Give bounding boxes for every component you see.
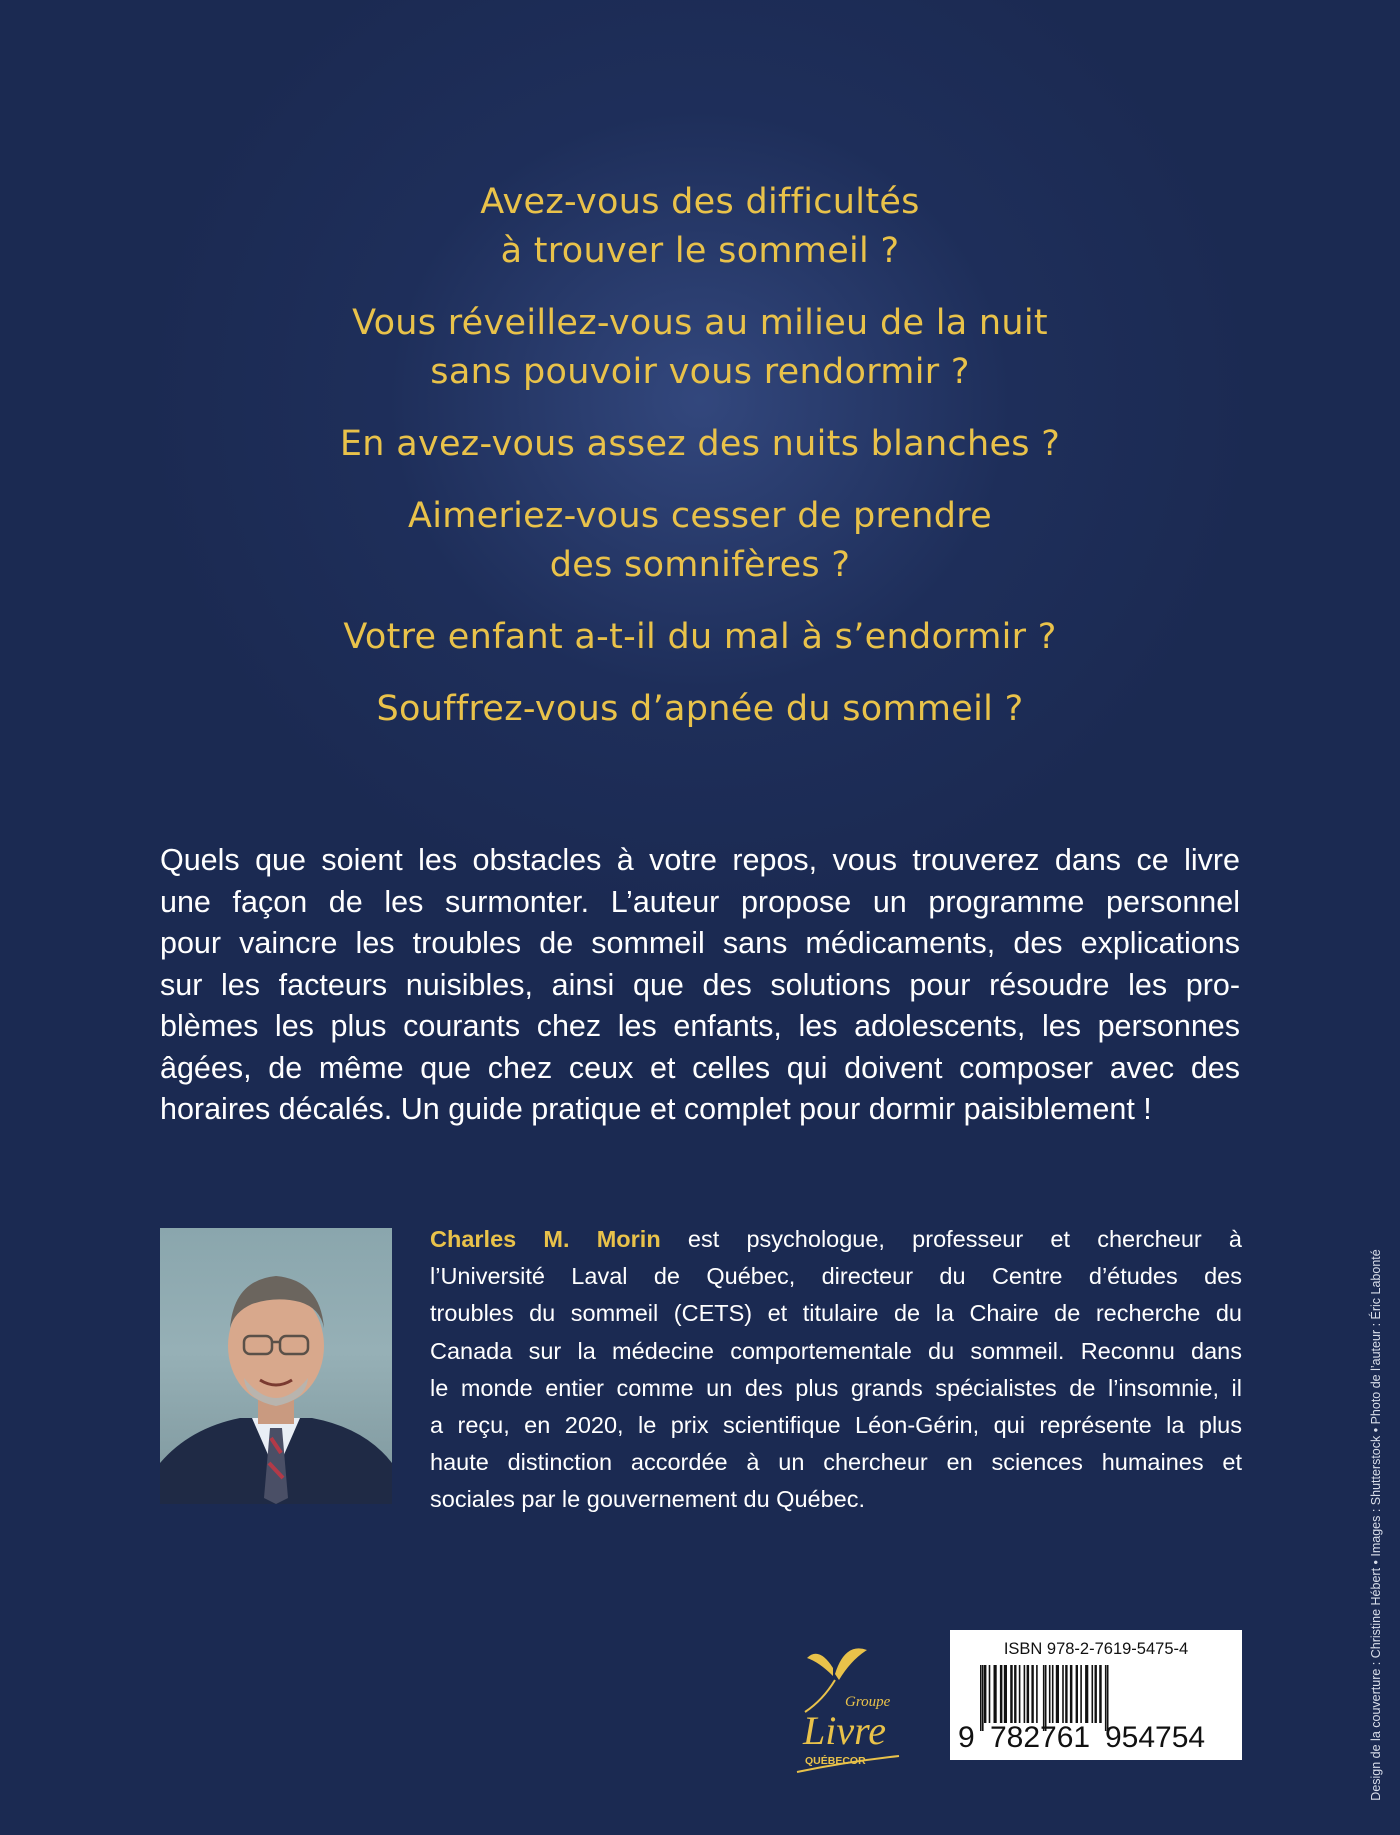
barcode-bar — [1085, 1665, 1088, 1723]
logo-line2: Livre — [803, 1708, 886, 1753]
blurb-line: Quels que soient les obstacles à votre repos, vous trouverez dans ce livre — [160, 843, 1240, 877]
barcode-bar — [1065, 1665, 1067, 1723]
barcode-bar — [1000, 1665, 1003, 1723]
barcode-bar — [1095, 1665, 1097, 1723]
bio-line: a reçu, en 2020, le prix scientifique Léon-Gérin, qui représente la plus — [430, 1412, 1242, 1439]
bio-first-line: est psychologue, professeur et chercheur à — [687, 1226, 1242, 1252]
barcode-bar — [1056, 1665, 1059, 1723]
bio-line: sociales par le gouvernement du Québec. — [430, 1486, 866, 1513]
author-name: Charles M. Morin — [430, 1226, 661, 1252]
barcode-bar — [1031, 1665, 1033, 1723]
question-line: Votre enfant a-t-il du mal à s’endormir ? — [343, 617, 1057, 657]
blurb-line: une façon de les surmonter. L’auteur propose un programme personnel — [160, 884, 1240, 919]
author-bio — [430, 1221, 1242, 1519]
question — [200, 420, 1200, 469]
bio-line — [430, 1221, 1242, 1258]
question — [200, 685, 1200, 734]
barcode-bar — [1099, 1665, 1102, 1723]
barcode-bar — [1027, 1665, 1030, 1723]
barcode-bar — [1019, 1665, 1021, 1723]
barcode-bar — [989, 1665, 991, 1723]
barcode-bar — [1049, 1665, 1051, 1723]
isbn-label: ISBN 978-2-7619-5475-4 — [1003, 1640, 1189, 1658]
blurb-line: âgées, de même que chez ceux et celles qui doivent composer avec des — [160, 1050, 1240, 1085]
barcode-bar — [1024, 1665, 1026, 1723]
bio-line: Canada sur la médecine comportementale du sommeil. Reconnu dans — [430, 1337, 1242, 1364]
barcode-bar — [1092, 1665, 1094, 1723]
question — [200, 492, 1200, 590]
publisher-logo-icon — [775, 1640, 925, 1780]
bio-line: haute distinction accordée à un chercheur en sciences humaines et — [430, 1449, 1242, 1476]
author-photo — [160, 1228, 392, 1504]
bio-line: l’Université Laval de Québec, directeur du Centre d’études des — [430, 1263, 1242, 1290]
barcode-guard — [982, 1665, 984, 1731]
blurb-line: pour vaincre les troubles de sommeil sans médicaments, des explications — [160, 926, 1240, 960]
question-line: En avez-vous assez des nuits blanches ? — [339, 424, 1061, 464]
barcode-bar — [1080, 1665, 1082, 1723]
credits-vertical: Design de la couverture : Christine Hébert • Images : Shutterstock • Photo de l’auteur : Éric Labonté — [1369, 1249, 1383, 1801]
question-line: Aimeriez-vous cesser de prendre — [407, 496, 993, 536]
questions-block — [200, 178, 1200, 757]
question-line: Souffrez-vous d’apnée du sommeil ? — [376, 689, 1024, 729]
question — [200, 178, 1200, 276]
barcode-bar — [994, 1665, 997, 1723]
barcode-bar — [1052, 1665, 1054, 1723]
barcode-guard — [980, 1665, 982, 1731]
barcode-bar — [1070, 1665, 1073, 1723]
bio-line: troubles du sommeil (CETS) et titulaire de la Chaire de recherche du — [430, 1300, 1242, 1327]
barcode-bar — [1010, 1665, 1013, 1723]
question-line: des somnifères ? — [549, 545, 851, 585]
publisher-logo — [775, 1640, 925, 1780]
barcode-digits-left: 782761 — [990, 1721, 1091, 1754]
barcode-bar — [1036, 1665, 1038, 1723]
barcode-bar — [1076, 1665, 1078, 1723]
bio-line: le monde entier comme un des plus grands spécialistes de l’insomnie, il — [430, 1374, 1242, 1401]
blurb-line: sur les facteurs nuisibles, ainsi que des solutions pour résoudre les pro- — [160, 967, 1240, 1002]
barcode-bar — [984, 1665, 986, 1723]
question-line: Vous réveillez-vous au milieu de la nuit — [352, 303, 1048, 343]
logo-line3: QUÉBECOR — [805, 1755, 866, 1767]
barcode-bar — [1004, 1665, 1007, 1723]
barcode-bar — [1062, 1665, 1064, 1723]
question — [200, 613, 1200, 662]
barcode-digit-lead: 9 — [958, 1721, 975, 1754]
question — [200, 299, 1200, 397]
question-line: sans pouvoir vous rendormir ? — [430, 352, 970, 392]
barcode-bar — [1014, 1665, 1016, 1723]
barcode-box — [950, 1630, 1242, 1760]
author-portrait-icon — [160, 1228, 392, 1504]
logo-line1: Groupe — [845, 1694, 891, 1710]
barcode-digits-right: 954754 — [1105, 1721, 1206, 1754]
blurb-paragraph — [160, 840, 1240, 1131]
question-line: à trouver le sommeil ? — [500, 231, 900, 271]
blurb-line: horaires décalés. Un guide pratique et complet pour dormir paisiblement ! — [160, 1092, 1152, 1126]
question-line: Avez-vous des difficultés — [480, 182, 920, 222]
blurb-line: blèmes les plus courants chez les enfants, les adolescents, les personnes — [160, 1009, 1240, 1043]
